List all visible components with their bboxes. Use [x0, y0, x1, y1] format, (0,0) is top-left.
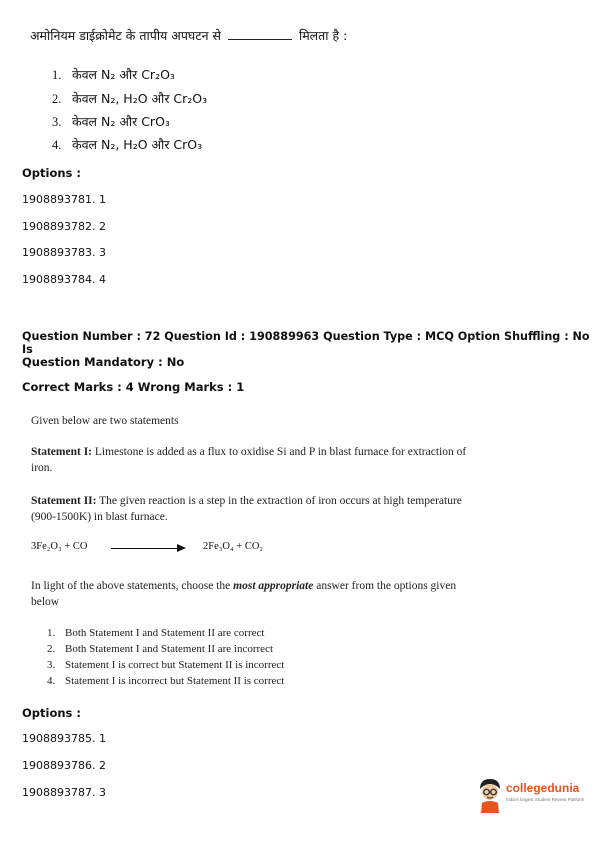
logo-brand: collegedunia — [506, 781, 580, 795]
question-instruction — [31, 578, 456, 610]
options-heading: Options : — [22, 166, 81, 180]
option-number: 2. — [47, 643, 56, 655]
fill-blank — [228, 29, 292, 40]
reaction-products: 2Fe₃O₄ + CO₂ — [203, 541, 264, 552]
reaction-arrow — [111, 548, 179, 549]
option-id: 1908893785. 1 — [22, 732, 106, 745]
statement-2 — [31, 493, 462, 525]
question-meta: Correct Marks : 4 Wrong Marks : 1 — [22, 380, 245, 394]
option-text: केवल N₂ और CrO₃ — [72, 114, 170, 129]
statement-text: Limestone is added as a flux to oxidise Si and P in blast furnace for extraction of — [92, 446, 467, 458]
option-text: केवल N₂, H₂O और CrO₃ — [72, 137, 203, 152]
question-stem — [30, 27, 347, 44]
instruction-emphasis: most appropriate — [233, 580, 314, 592]
option-number: 1. — [52, 68, 62, 82]
option-number: 1. — [47, 627, 56, 639]
statement-1 — [31, 444, 466, 476]
option-id: 1908893784. 4 — [22, 273, 106, 286]
option-id: 1908893783. 3 — [22, 246, 106, 259]
reaction-equation — [31, 541, 291, 557]
option-id: 1908893781. 1 — [22, 193, 106, 206]
collegedunia-logo — [476, 777, 586, 817]
statement-label: Statement I: — [31, 446, 92, 458]
question-meta: Question Mandatory : No — [22, 355, 185, 369]
reaction-arrow-head — [177, 544, 186, 552]
statement-text: The given reaction is a step in the extraction of iron occurs at high temperature — [96, 495, 462, 507]
option-text: Both Statement I and Statement II are incorrect — [65, 643, 274, 655]
question-intro: Given below are two statements — [31, 415, 179, 427]
question-stem-post: मिलता है : — [298, 28, 348, 43]
question-stem-pre: अमोनियम डाईक्रोमेट के तापीय अपघटन से — [30, 28, 221, 43]
statement-label: Statement II: — [31, 495, 97, 507]
question-meta: Question Number : 72 Question Id : 190889963 Question Type : MCQ Option Shuffling : No Is — [22, 330, 590, 356]
option-text: केवल N₂ और Cr₂O₃ — [72, 67, 175, 82]
logo-tagline: India's largest Student Review Platform — [506, 797, 585, 802]
option-text: Both Statement I and Statement II are correct — [65, 627, 265, 639]
reaction-reactants: 3Fe₂O₃ + CO — [31, 541, 88, 552]
option-id: 1908893786. 2 — [22, 759, 106, 772]
answer-option — [47, 627, 264, 639]
option-number: 2. — [52, 92, 62, 106]
statement-text: (900-1500K) in blast furnace. — [31, 511, 168, 523]
answer-option — [47, 643, 273, 655]
option-number: 3. — [52, 115, 62, 129]
statement-text: iron. — [31, 462, 53, 474]
option-text: Statement I is correct but Statement II is incorrect — [65, 659, 285, 671]
option-text: केवल N₂, H₂O और Cr₂O₃ — [72, 91, 208, 106]
answer-option — [52, 66, 175, 83]
answer-option — [47, 675, 284, 687]
option-id: 1908893782. 2 — [22, 220, 106, 233]
instruction-text: below — [31, 596, 60, 608]
instruction-text: answer from the options given — [313, 580, 457, 592]
option-id: 1908893787. 3 — [22, 786, 106, 799]
instruction-text: In light of the above statements, choose the — [31, 580, 234, 592]
answer-option — [47, 659, 284, 671]
answer-option — [52, 113, 170, 130]
answer-option — [52, 90, 207, 107]
option-text: Statement I is incorrect but Statement II is correct — [65, 675, 285, 687]
option-number: 3. — [47, 659, 56, 671]
student-mascot-icon — [476, 777, 504, 813]
options-heading: Options : — [22, 706, 81, 720]
option-number: 4. — [52, 138, 62, 152]
option-number: 4. — [47, 675, 56, 687]
answer-option — [52, 136, 202, 153]
